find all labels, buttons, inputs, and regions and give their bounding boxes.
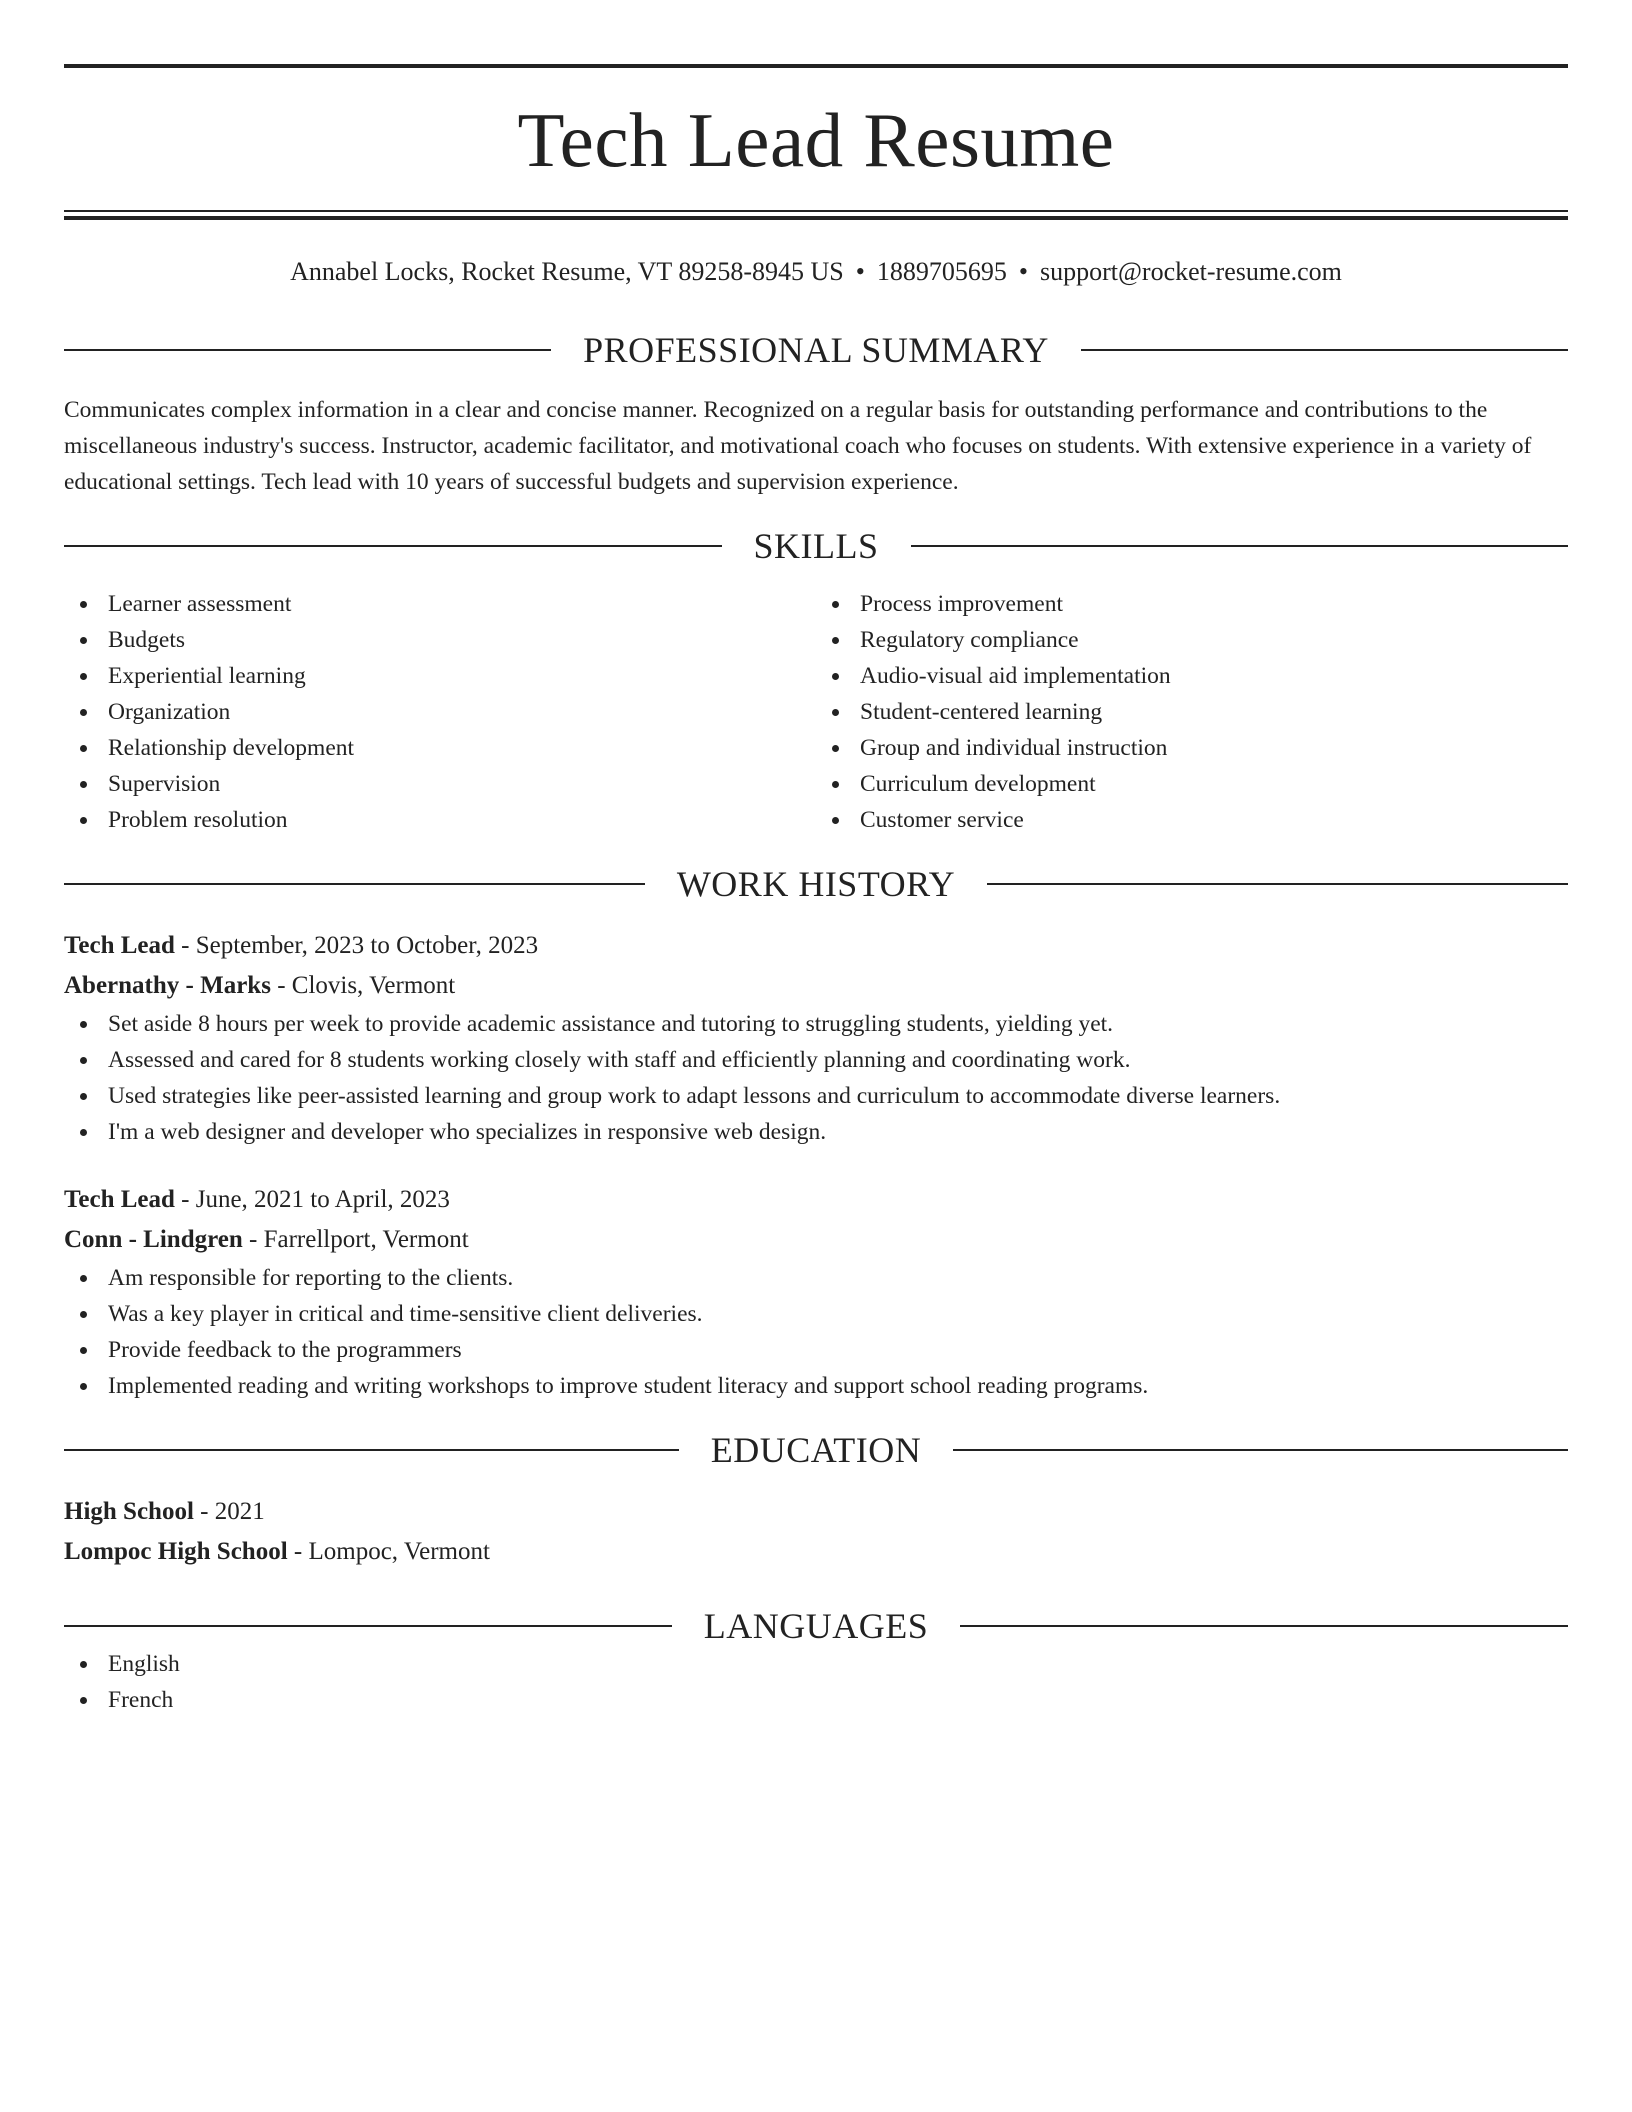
job-bullets bbox=[64, 1006, 1568, 1150]
job-bullet: Am responsible for reporting to the clients. bbox=[64, 1260, 1568, 1296]
job-company: Conn - Lindgren bbox=[64, 1226, 243, 1253]
education-degree: High School bbox=[64, 1498, 194, 1525]
skill-item: Learner assessment bbox=[64, 586, 816, 622]
heading-rule-right bbox=[911, 545, 1569, 547]
summary-text: Communicates complex information in a clear and concise manner. Recognized on a regular basis for outstanding performance and contributions to the miscellaneous industry's success. Instructor, academic facilitator, and motivational coach who focuses on students. With extensive experience in a variety of educational settings. Tech lead with 10 years of successful budgets and supervision experience. bbox=[64, 397, 1532, 495]
skill-item: Process improvement bbox=[816, 586, 1568, 622]
contact-phone: 1889705695 bbox=[876, 257, 1007, 286]
job-dates: June, 2021 to April, 2023 bbox=[195, 1186, 450, 1213]
job-company-line bbox=[64, 966, 1568, 1006]
heading-rule-right bbox=[960, 1625, 1568, 1627]
education-degree-line bbox=[64, 1492, 1568, 1532]
education-entry bbox=[64, 1492, 1568, 1572]
education-school: Lompoc High School bbox=[64, 1538, 288, 1565]
skills-heading-label: SKILLS bbox=[753, 526, 879, 566]
job-entry bbox=[64, 926, 1568, 1150]
languages-heading-label: LANGUAGES bbox=[703, 1606, 929, 1646]
resume-title: Tech Lead Resume bbox=[517, 97, 1115, 183]
job-title-line bbox=[64, 1180, 1568, 1220]
job-company-line bbox=[64, 1220, 1568, 1260]
work-heading bbox=[64, 864, 1568, 904]
education-location: Lompoc, Vermont bbox=[308, 1538, 490, 1565]
skill-item: Student-centered learning bbox=[816, 694, 1568, 730]
education-school-line bbox=[64, 1532, 1568, 1572]
job-title: Tech Lead bbox=[64, 932, 175, 959]
languages-heading bbox=[64, 1606, 1568, 1646]
heading-rule-left bbox=[64, 1625, 672, 1627]
job-bullet: Assessed and cared for 8 students working closely with staff and efficiently planning and coordinating work. bbox=[64, 1042, 1568, 1078]
skill-item: Relationship development bbox=[64, 730, 816, 766]
dash: - bbox=[293, 1538, 303, 1565]
resume-page bbox=[64, 64, 1568, 1718]
heading-rule-right bbox=[1081, 349, 1568, 351]
skill-item: Group and individual instruction bbox=[816, 730, 1568, 766]
contact-line bbox=[64, 256, 1568, 288]
languages-list bbox=[64, 1646, 1568, 1718]
summary-heading-label: PROFESSIONAL SUMMARY bbox=[583, 330, 1049, 370]
language-item: English bbox=[64, 1646, 1568, 1682]
job-company: Abernathy - Marks bbox=[64, 972, 271, 999]
job-bullet: Set aside 8 hours per week to provide academic assistance and tutoring to struggling students, yielding yet. bbox=[64, 1006, 1568, 1042]
dash: - bbox=[181, 1186, 190, 1213]
summary-heading bbox=[64, 330, 1568, 370]
title-double-rule bbox=[64, 210, 1568, 220]
job-location: Farrellport, Vermont bbox=[263, 1226, 469, 1253]
top-rule bbox=[64, 64, 1568, 68]
skill-item: Audio-visual aid implementation bbox=[816, 658, 1568, 694]
heading-rule-right bbox=[953, 1449, 1568, 1451]
skills-columns bbox=[64, 586, 1568, 838]
work-heading-label: WORK HISTORY bbox=[676, 864, 956, 904]
job-dates: September, 2023 to October, 2023 bbox=[195, 932, 539, 959]
skills-list-left bbox=[64, 586, 816, 838]
job-bullet: Was a key player in critical and time-sensitive client deliveries. bbox=[64, 1296, 1568, 1332]
dash: - bbox=[181, 932, 190, 959]
job-entry bbox=[64, 1180, 1568, 1404]
skill-item: Organization bbox=[64, 694, 816, 730]
dash: - bbox=[277, 972, 286, 999]
job-title: Tech Lead bbox=[64, 1186, 175, 1213]
job-bullet: Implemented reading and writing workshops to improve student literacy and support school reading programs. bbox=[64, 1368, 1568, 1404]
heading-rule-right bbox=[987, 883, 1568, 885]
job-bullet: I'm a web designer and developer who specializes in responsive web design. bbox=[64, 1114, 1568, 1150]
job-bullet: Provide feedback to the programmers bbox=[64, 1332, 1568, 1368]
education-heading-label: EDUCATION bbox=[710, 1430, 922, 1470]
job-title-line bbox=[64, 926, 1568, 966]
heading-rule-left bbox=[64, 1449, 679, 1451]
contact-email: support@rocket-resume.com bbox=[1039, 257, 1342, 286]
skill-item: Budgets bbox=[64, 622, 816, 658]
dash: - bbox=[249, 1226, 258, 1253]
contact-separator: • bbox=[1018, 257, 1028, 286]
language-item: French bbox=[64, 1682, 1568, 1718]
contact-address: Annabel Locks, Rocket Resume, VT 89258-8945 US bbox=[290, 257, 844, 286]
skill-item: Customer service bbox=[816, 802, 1568, 838]
skill-item: Curriculum development bbox=[816, 766, 1568, 802]
job-location: Clovis, Vermont bbox=[291, 972, 456, 999]
heading-rule-left bbox=[64, 545, 722, 547]
contact-separator: • bbox=[855, 257, 865, 286]
skill-item: Regulatory compliance bbox=[816, 622, 1568, 658]
dash: - bbox=[200, 1498, 209, 1525]
heading-rule-left bbox=[64, 349, 551, 351]
skill-item: Experiential learning bbox=[64, 658, 816, 694]
education-heading bbox=[64, 1430, 1568, 1470]
job-bullet: Used strategies like peer-assisted learning and group work to adapt lessons and curriculum to accommodate diverse learners. bbox=[64, 1078, 1568, 1114]
skill-item: Problem resolution bbox=[64, 802, 816, 838]
education-year: 2021 bbox=[214, 1498, 265, 1525]
skills-heading bbox=[64, 526, 1568, 566]
skill-item: Supervision bbox=[64, 766, 816, 802]
skills-list-right bbox=[816, 586, 1568, 838]
job-bullets bbox=[64, 1260, 1568, 1404]
heading-rule-left bbox=[64, 883, 645, 885]
